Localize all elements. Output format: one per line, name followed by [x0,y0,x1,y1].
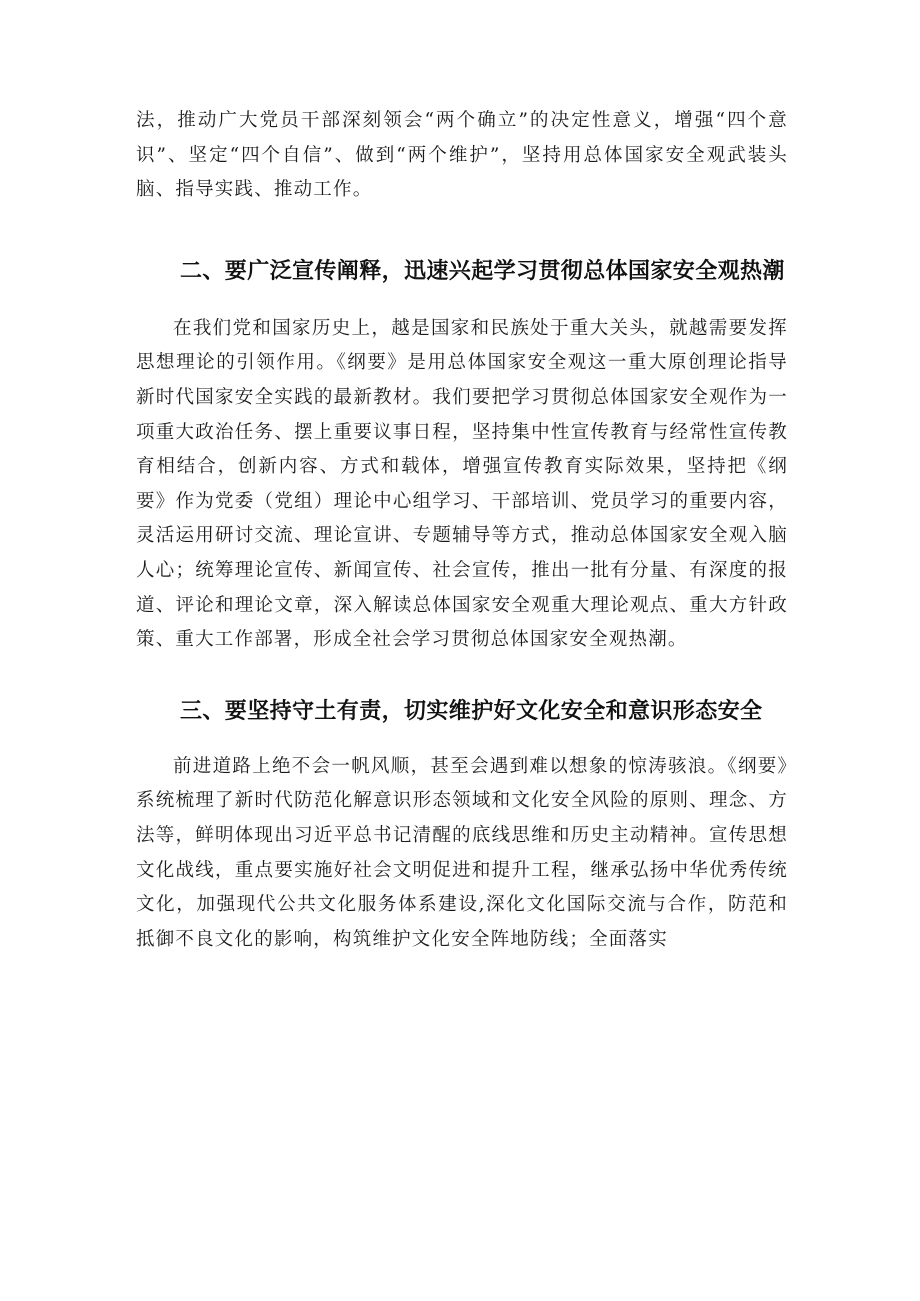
section-3-paragraph: 前进道路上绝不会一帆风顺，甚至会遇到难以想象的惊涛骇浪。《纲要》系统梳理了新时代防范化解意识形态领域和文化安全风险的原则、理念、方法等，鲜明体现出习近平总书记清醒的底线思维和历史主动精神。宣传思想文化战线，重点要实施好社会文明促进和提升工程，继承弘扬中华优秀传统文化，加强现代公共文化服务体系建设,深化文化国际交流与合作，防范和抵御不良文化的影响，构筑维护文化安全阵地防线；全面落实 [136,755,788,950]
document-body [136,104,788,957]
continued-paragraph: 法，推动广大党员干部深刻领会“两个确立”的决定性意义，增强“四个意识”、坚定“四个自信”、做到“两个维护”，坚持用总体国家安全观武装头脑、指导实践、推动工作。 [136,110,788,201]
section-3-heading: 三、要坚持守土有责，切实维护好文化安全和意识形态安全 [180,698,763,724]
section-2-heading: 二、要广泛宣传阐释，迅速兴起学习贯彻总体国家安全观热潮 [180,258,785,284]
section-2-paragraph: 在我们党和国家历史上，越是国家和民族处于重大关头，就越需要发挥思想理论的引领作用。《纲要》是用总体国家安全观这一重大原创理论指导新时代国家安全实践的最新教材。我们要把学习贯彻总体国家安全观作为一项重大政治任务、摆上重要议事日程，坚持集中性宣传教育与经常性宣传教育相结合，创新内容、方式和载体，增强宣传教育实际效果，坚持把《纲要》作为党委（党组）理论中心组学习、干部培训、党员学习的重要内容，灵活运用研讨交流、理论宣讲、专题辅导等方式，推动总体国家安全观入脑人心；统筹理论宣传、新闻宣传、社会宣传，推出一批有分量、有深度的报道、评论和理论文章，深入解读总体国家安全观重大理论观点、重大方针政策、重大工作部署，形成全社会学习贯彻总体国家安全观热潮。 [136,317,788,651]
